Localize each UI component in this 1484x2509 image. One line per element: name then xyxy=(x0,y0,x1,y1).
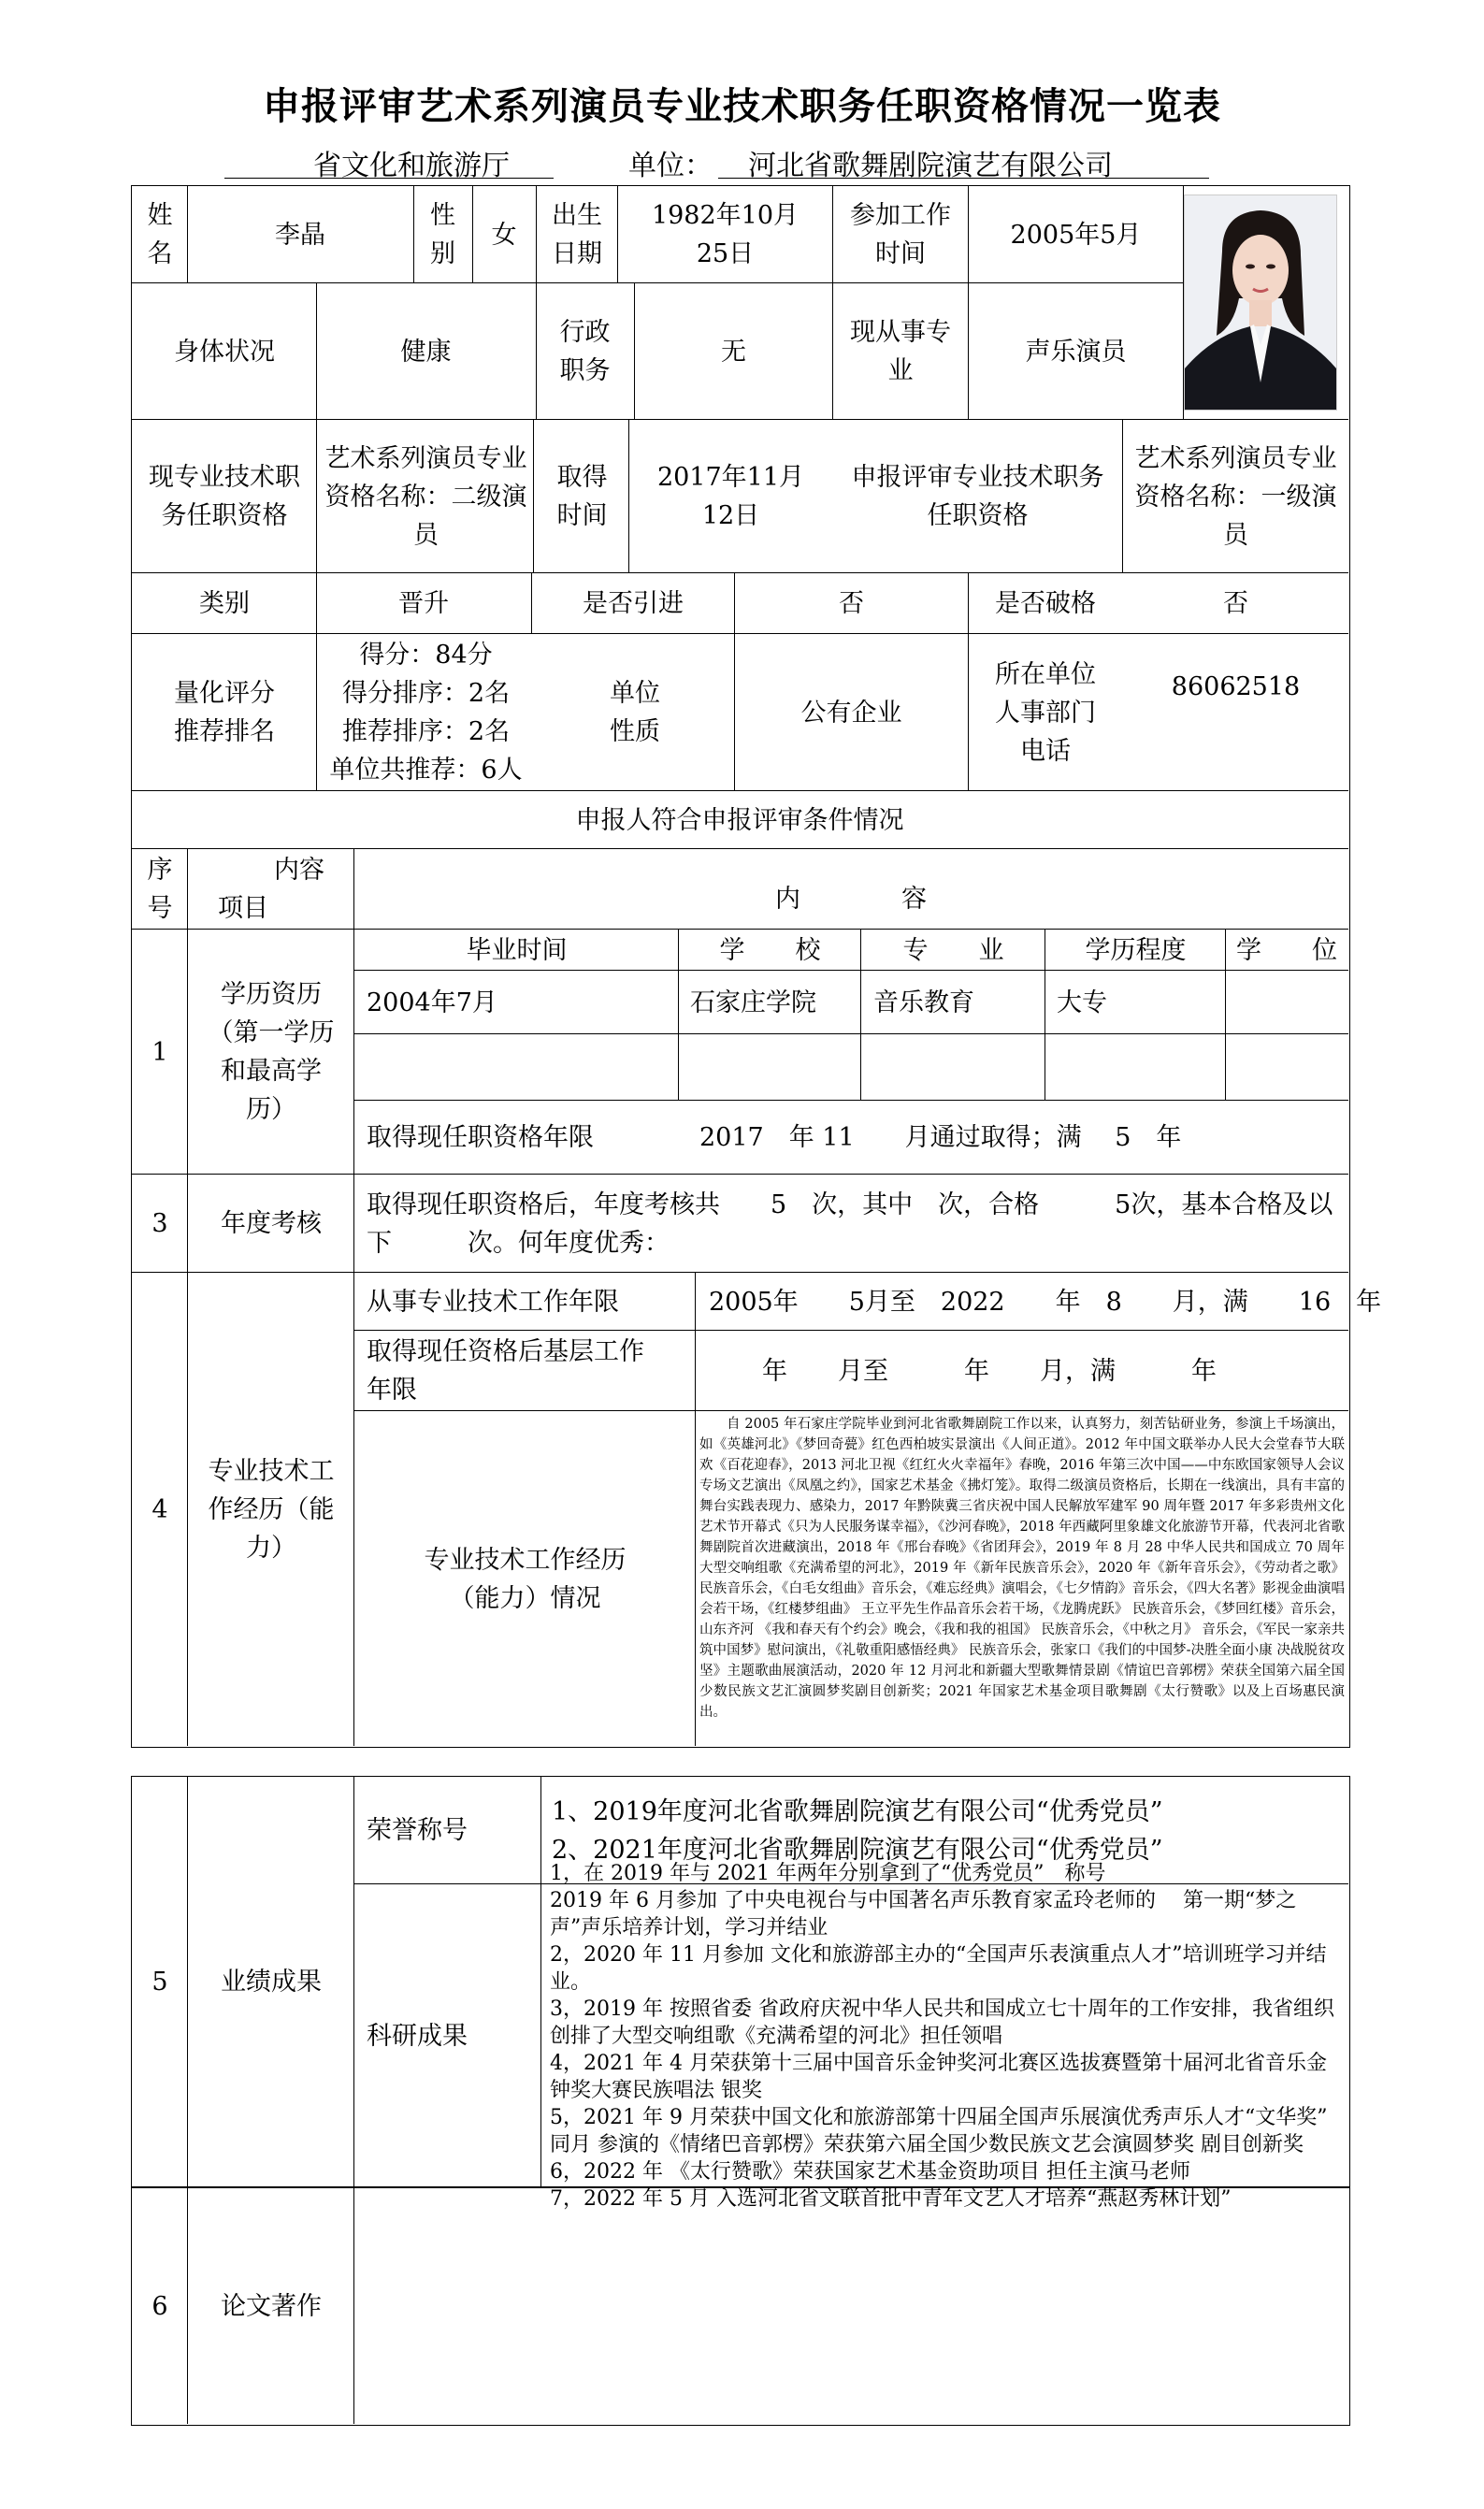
col-item xyxy=(189,850,353,929)
admin-label: 行政职务 xyxy=(559,318,611,385)
work-base-value: 年 月至 年 月，满 年 xyxy=(762,1356,1217,1386)
page-title: 申报评审艺术系列演员专业技术职务任职资格情况一览表 xyxy=(263,85,1221,128)
section-title: 申报人符合申报评审条件情况 xyxy=(575,805,904,835)
col-line xyxy=(187,848,188,1746)
col-item-bottom: 项目 xyxy=(218,894,268,923)
col-item-top: 内容 xyxy=(274,856,324,885)
edu-h-level: 学历程度 xyxy=(1085,935,1187,965)
row-line xyxy=(131,848,1348,849)
col-line xyxy=(187,185,188,282)
edu-h-major: 专 业 xyxy=(902,935,1004,965)
research-item: 3，2019 年 按照省委 省政府庆祝中华人民共和国成立七十周年的工作安排，我省组织创排了大型交响组歌《充满希望的河北》担任领唱 xyxy=(550,1997,1334,2048)
introduced-value: 否 xyxy=(839,589,864,618)
annual-no: 3 xyxy=(151,1209,168,1238)
col-line xyxy=(413,185,414,282)
obtain-time-label: 取得时间 xyxy=(556,463,608,530)
apply-qual-value: 艺术系列演员专业资格名称：一级演员 xyxy=(1134,443,1337,550)
col-line xyxy=(353,1776,354,2186)
type-label: 类别 xyxy=(199,589,250,618)
work-no: 4 xyxy=(151,1495,168,1524)
work-start-label: 参加工作时间 xyxy=(850,201,951,268)
name-value: 李晶 xyxy=(275,220,325,250)
edu-school: 石家庄学院 xyxy=(690,988,816,1017)
introduced-label: 是否引进 xyxy=(583,589,684,618)
exception-value: 否 xyxy=(1223,589,1248,618)
gender-value: 女 xyxy=(491,220,517,250)
unit-recommend-total: 单位共推荐：6人 xyxy=(329,756,523,785)
row-line xyxy=(131,790,1348,791)
paper-no: 6 xyxy=(151,2291,168,2321)
row-line xyxy=(353,970,1348,971)
col-line xyxy=(353,2186,354,2424)
edu-no: 1 xyxy=(151,1037,168,1067)
research-item: 2，2020 年 11 月参加 文化和旅游部主办的“全国声乐表演重点人才”培训班学习并结业。 xyxy=(550,1942,1327,1994)
edu-level: 大专 xyxy=(1057,988,1107,1017)
col-line xyxy=(187,2186,188,2424)
score-value: 得分：84分 xyxy=(359,641,493,670)
department: 省文化和旅游厅 xyxy=(313,150,510,182)
col-no: 序号 xyxy=(147,856,173,923)
achieve-label: 业绩成果 xyxy=(221,1968,322,1997)
col-line xyxy=(860,929,861,1100)
row-line xyxy=(353,1033,1348,1034)
gender-label: 性别 xyxy=(430,201,455,268)
research-item: 7，2022 年 5 月 入选河北省文联首批中青年文艺人才培养“燕赵秀林计划” xyxy=(550,2186,1232,2211)
type-value: 晋升 xyxy=(398,589,449,618)
annual-label: 年度考核 xyxy=(221,1209,322,1238)
col-line xyxy=(634,282,635,419)
name-label: 姓名 xyxy=(147,201,173,268)
edu-limit-value: 2017 年 11 月通过取得；满 5 年 xyxy=(699,1123,1182,1152)
col-line xyxy=(1225,929,1226,1100)
work-years-label: 从事专业技术工作年限 xyxy=(367,1287,619,1317)
col-line xyxy=(472,185,473,282)
unit-name: 河北省歌舞剧院演艺有限公司 xyxy=(748,150,1113,182)
hr-phone-label: 所在单位人事部门电话 xyxy=(995,659,1096,766)
col-line xyxy=(316,282,317,419)
col-line xyxy=(316,419,317,790)
col-line xyxy=(832,185,833,419)
health-value: 健康 xyxy=(400,337,452,367)
col-line xyxy=(536,185,537,419)
unit-nature-value: 公有企业 xyxy=(800,698,902,728)
work-years-value: 2005年 5月至 2022 年 8 月，满 16 年 xyxy=(709,1287,1382,1317)
paper-label: 论文著作 xyxy=(221,2291,322,2321)
score-label: 量化评分推荐排名 xyxy=(174,679,275,746)
unit-underline xyxy=(718,178,1209,179)
research-label: 科研成果 xyxy=(367,2021,468,2051)
edu-label: 学历资历（第一学历和最高学历） xyxy=(208,980,335,1124)
research-item: 6，2022 年 《太行赞歌》荣获国家艺术基金资助项目 担任主演马老师 xyxy=(550,2159,1190,2184)
col-line xyxy=(533,419,534,572)
col-line xyxy=(695,1272,696,1746)
row-line xyxy=(131,419,1348,420)
edu-h-degree: 学 位 xyxy=(1236,935,1337,965)
col-content: 内 容 xyxy=(775,884,927,914)
unit-label: 单位： xyxy=(628,150,713,182)
work-label: 专业技术工作经历（能力） xyxy=(208,1457,335,1563)
honor-item: 2、2021年度河北省歌舞剧院演艺有限公司“优秀党员” xyxy=(552,1835,1163,1865)
edu-h-time: 毕业时间 xyxy=(466,935,568,965)
row-line xyxy=(131,572,1348,573)
col-line xyxy=(678,929,679,1100)
research-item: 1，在 2019 年与 2021 年两年分别拿到了“优秀党员” 称号 xyxy=(550,1861,1106,1885)
edu-limit-label: 取得现任职资格年限 xyxy=(367,1123,594,1152)
row-line xyxy=(131,1174,1348,1175)
col-line xyxy=(734,572,735,790)
major-value: 声乐演员 xyxy=(1025,337,1127,367)
work-start-value: 2005年5月 xyxy=(1010,220,1142,250)
col-line xyxy=(1122,419,1123,572)
work-base-label: 取得现任资格后基层工作年限 xyxy=(367,1337,644,1405)
applicant-photo xyxy=(1184,195,1337,411)
birth-label: 出生日期 xyxy=(552,201,602,268)
annual-text: 取得现任职资格后，年度考核共 5 次，其中 次，合格 5次，基本合格及以下 次。何年度优秀： xyxy=(367,1190,1333,1258)
achieve-no: 5 xyxy=(151,1968,168,1997)
work-exp-text: 自 2005 年石家庄学院毕业到河北省歌舞剧院工作以来，认真努力，刻苦钻研业务，参演上千场演出，如《英雄河北》《梦回奇甍》红色西柏坡实景演出《人间正道》。2012 年中国文联举办人民大会堂春节大联欢《百花迎春》，2013 河北卫视《红红火火幸福年》春晚，2016 年第三次中国——中东欧国家领导人会议专场文艺演出《凤凰之约》，国家艺术基金《拂灯笼》。取得二级演员资格后，长期在一线演出，具有丰富的舞台实践表现力、感染力，2017 年黔陕冀三省庆祝中国人民解放军建军 90 周年暨 2017 年多彩贵州文化艺术节开幕式《只为人民服务谋幸福》，《沙河春晚》，2018 年西藏阿里象雄文化旅游节开幕，代表河北省歌舞剧院首次进藏演出，2018 年《邢台春晚》《省团拜会》，2019 年 8 月 28 中华人民共和国成立 70 周年大型交响组歌《充满希望的河北》，2019 年《新年民族音乐会》，2020 年《新年音乐会》，《劳动者之歌》民族音乐会，《白毛女组曲》音乐会，《难忘经典》演唱会，《七夕情韵》音乐会，《四大名著》影视金曲演唱会若干场，《红楼梦组曲》 王立平先生作品音乐会若干场，《龙腾虎跃》 民族音乐会，《梦回红楼》音乐会，山东齐河 《我和春天有个约会》晚会，《我和我的祖国》 民族音乐会，《中秋之月》 音乐会，《军民一家亲共筑中国梦》慰问演出，《礼敬重阳感悟经典》 民族音乐会，张家口《我们的中国梦-决胜全面小康 决战脱贫攻坚》主题歌曲展演活动，2020 年 12 月河北和新疆大型歌舞情景剧《情谊巴音郭楞》荣获全国第六届全国少数民族文艺汇演圆梦奖剧目创新奖；2021 年国家艺术基金项目歌舞剧《太行赞歌》以及上百场惠民演出。 xyxy=(699,1417,1345,1720)
edu-major: 音乐教育 xyxy=(873,988,974,1017)
col-line xyxy=(531,572,532,633)
edu-h-school: 学 校 xyxy=(719,935,821,965)
birth-value: 1982年10月25日 xyxy=(651,201,800,268)
research-item: 4，2021 年 4 月荣获第十三届中国音乐金钟奖河北赛区选拔赛暨第十届河北省音乐金钟奖大赛民族唱法 银奖 xyxy=(550,2051,1327,2102)
score-rank: 得分排序：2名 xyxy=(341,679,511,708)
hr-phone-value: 86062518 xyxy=(1171,671,1301,701)
current-qual-label: 现专业技术职务任职资格 xyxy=(149,463,300,530)
row-line xyxy=(353,1100,1348,1101)
portrait-image xyxy=(1185,195,1336,410)
honor-item: 1、2019年度河北省歌舞剧院演艺有限公司“优秀党员” xyxy=(552,1796,1163,1826)
apply-qual-label: 申报评审专业技术职务任职资格 xyxy=(851,463,1104,530)
exception-label: 是否破格 xyxy=(995,589,1096,618)
research-list xyxy=(550,1861,1345,2211)
row-line xyxy=(131,1272,1348,1273)
research-item: 5，2021 年 9 月荣获中国文化和旅游部第十四届全国声乐展演优秀声乐人才“文华奖” xyxy=(550,2105,1328,2129)
col-line xyxy=(353,848,354,1746)
obtain-time-value: 2017年11月12日 xyxy=(656,463,805,530)
health-label: 身体状况 xyxy=(174,337,275,367)
dept-underline xyxy=(224,178,554,179)
row-line xyxy=(353,1330,1348,1331)
research-item: 2019 年 6 月参加 了中央电视台与中国著名声乐教育家孟玲老师的 第一期“梦之声”声乐培养计划，学习并结业 xyxy=(550,1888,1297,1939)
honor-label: 荣誉称号 xyxy=(367,1816,468,1845)
row-line xyxy=(131,633,1348,634)
score-block xyxy=(319,635,533,790)
current-qual-value: 艺术系列演员专业资格名称：二级演员 xyxy=(324,443,527,550)
edu-time: 2004年7月 xyxy=(367,988,497,1017)
work-exp-label: 专业技术工作经历（能力）情况 xyxy=(424,1545,627,1613)
col-line xyxy=(628,419,629,572)
col-line xyxy=(540,1776,541,2186)
research-item: 同月 参演的《情绪巴音郭楞》荣获第六届全国少数民族文艺会演圆梦奖 剧目创新奖 xyxy=(550,2132,1304,2156)
recommend-rank: 推荐排序：2名 xyxy=(341,717,511,746)
col-line xyxy=(968,185,969,419)
admin-value: 无 xyxy=(721,337,746,367)
col-line xyxy=(968,572,969,790)
unit-nature-label: 单位性质 xyxy=(610,679,660,746)
col-line xyxy=(617,185,618,282)
row-line xyxy=(131,282,1183,283)
row-line xyxy=(131,929,1348,930)
row-line xyxy=(353,1410,1348,1411)
major-label: 现从事专业 xyxy=(850,318,951,385)
col-line xyxy=(187,1776,188,2186)
